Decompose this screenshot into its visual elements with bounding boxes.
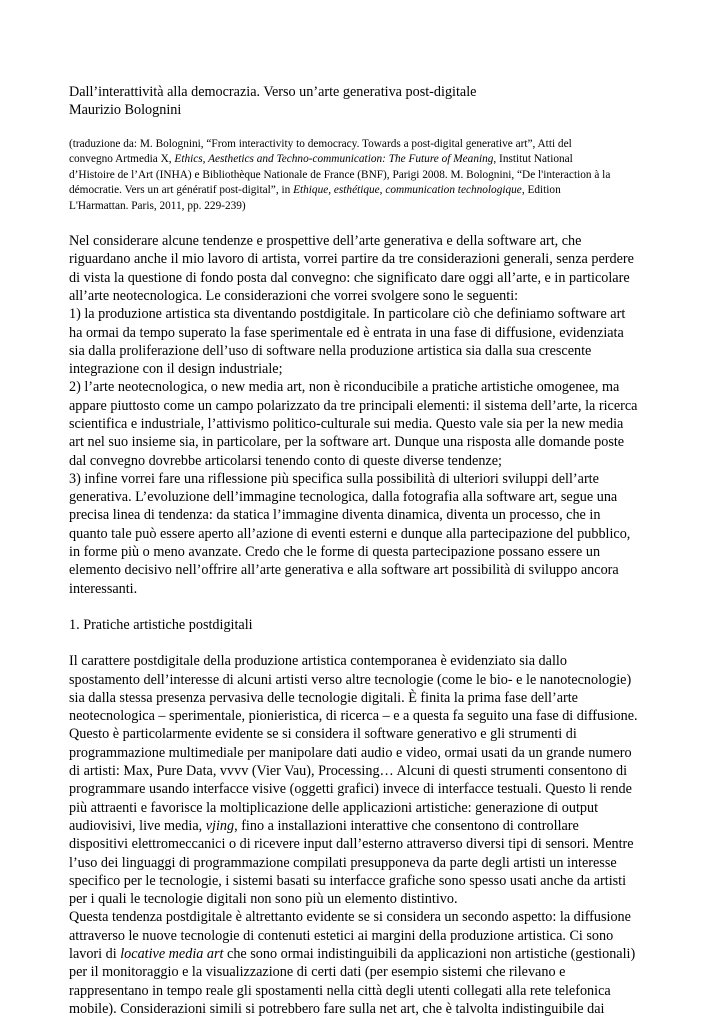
text-line [69, 854, 659, 872]
text-run: di vista la questione di fondo posta dal convegno: che significato dare oggi all’arte, e in particolare [69, 269, 630, 286]
italic-text: Ethique, esthétique, communication technologique [293, 184, 522, 197]
text-line [69, 799, 659, 817]
text-run: Questo è particolarmente evidente se si considera il software generativo e gli strumenti di [69, 726, 577, 743]
text-run: specifico per le tecnologie, i sistemi basati su interfacce grafiche sono spesso usati anche da artisti [69, 872, 627, 889]
text-line [69, 580, 659, 598]
text-line [69, 1000, 659, 1018]
text-line [69, 470, 659, 488]
text-run: riguardano anche il mio lavoro di artista, vorrei partire da tre considerazioni generali, senza perdere [69, 251, 634, 268]
text-line [69, 652, 659, 670]
text-run: in forme più o meno avanzate. Credo che le forme di questa partecipazione possano essere un [69, 544, 601, 561]
text-line [69, 506, 659, 524]
text-run: per i quali le tecnologie digitali non sono più un elemento distintivo. [69, 891, 458, 908]
text-line [69, 982, 659, 1000]
text-run: mobile). Considerazioni simili si potrebbero fare sulla net art, che è talvolta indistinguibile dai [69, 1000, 605, 1017]
text-run: (traduzione da: M. Bolognini, “From interactivity to democracy. Towards a post-digital generative art”, Atti del [69, 138, 572, 150]
text-run: dispositivi elettromeccanici o di ricevere input dall’esterno attraverso diversi tipi di sensori. Mentre [69, 836, 634, 853]
text-line [69, 525, 659, 543]
text-line [69, 927, 659, 945]
section-1-paragraph [69, 652, 659, 1018]
text-run: Il carattere postdigitale della produzione artistica contemporanea è evidenziato sia dallo [69, 653, 567, 670]
italic-text: Ethics, Aesthetics and Techno-communication: The Future of Meaning [174, 153, 494, 166]
text-line [69, 452, 659, 470]
text-run: sia dalla proliferazione dell’uso di software nella produzione artistica sia dalla sua crescente [69, 342, 592, 359]
text-run: 2) l’arte neotecnologica, o new media art, non è riconducibile a pratiche artistiche omogenee, ma [69, 379, 620, 396]
text-run: convegno Artmedia X, [69, 153, 175, 166]
text-line [69, 305, 659, 323]
text-line [69, 324, 659, 342]
text-line [69, 671, 659, 689]
text-line [69, 269, 659, 287]
text-line [69, 707, 659, 725]
text-run: quanto tale può essere aperto all’azione di eventi esterni e dunque alla partecipazione del pubblico, [69, 525, 631, 542]
text-run: più attraenti e favorisce la moltiplicazione delle applicazioni artistiche: generazione di output [69, 799, 599, 816]
text-line [69, 232, 659, 250]
text-run: programmazione multimediale per manipolare dati audio e video, ormai usati da un grande numero [69, 744, 632, 761]
text-line [69, 137, 659, 152]
document-page [69, 83, 659, 1018]
text-line [69, 780, 659, 798]
document-title: Dall’interattività alla democrazia. Verso un’arte generativa post-digitale [69, 84, 477, 100]
text-line [69, 725, 659, 743]
text-run: sia dalla stessa presenza pervasiva delle tecnologie digitali. È finita la prima fase dell’arte [69, 689, 578, 706]
text-run: che sono ormai indistinguibili da applicazioni non artistiche (gestionali) [223, 946, 636, 963]
text-run: elemento decisivo nell’offrire all’arte generativa e alla software art possibilità di sviluppo ancora [69, 562, 619, 579]
text-run: démocratie. Vers un art génératif post-digital”, in [69, 184, 294, 197]
text-line [69, 872, 659, 890]
text-run: all’arte neotecnologica. Le considerazioni che vorrei svolgere sono le seguenti: [69, 287, 519, 304]
text-line [69, 433, 659, 451]
text-line [69, 360, 659, 378]
italic-text: vjing [205, 817, 235, 834]
text-line [69, 908, 659, 926]
text-line [69, 342, 659, 360]
text-line [69, 689, 659, 707]
text-run: , fino a installazioni interattive che consentono di controllare [234, 817, 579, 834]
text-run: attraverso le nuove tecnologie di contenuti estetici ai margini della produzione artistica. Ci sono [69, 927, 614, 944]
text-line [69, 744, 659, 762]
text-line [69, 561, 659, 579]
text-line [69, 287, 659, 305]
text-run: interessanti. [69, 580, 138, 597]
text-run: programmare usando interfacce visive (oggetti grafici) invece di interfacce testuali. Questo li rende [69, 781, 632, 798]
text-line [69, 543, 659, 561]
text-run: Questa tendenza postdigitale è altrettanto evidente se si considera un secondo aspetto: la diffusione [69, 909, 631, 926]
text-run: di artisti: Max, Pure Data, vvvv (Vier Vau), Processing… Alcuni di questi strumenti consentono di [69, 763, 628, 780]
text-line [69, 152, 659, 167]
text-line [69, 397, 659, 415]
text-run: 3) infine vorrei fare una riflessione più specifica sulla possibilità di ulteriori sviluppi dell’arte [69, 470, 599, 487]
text-run: 1) la produzione artistica sta diventando postdigitale. In particolare ciò che definiamo software art [69, 306, 626, 323]
text-line [69, 415, 659, 433]
translation-note [69, 137, 659, 214]
text-line [69, 835, 659, 853]
text-run: d’Histoire de l’Art (INHA) e Bibliothèque Nationale de France (BNF), Parigi 2008. M. Bolognini, “De l'interaction à la [69, 168, 611, 181]
text-run: rappresentano in tempo reale gli spostamenti nella città degli utenti collegati alla rete telefonica [69, 982, 611, 999]
text-run: audiovisivi, live media, [69, 817, 206, 834]
document-header [69, 83, 659, 119]
intro-paragraph [69, 232, 659, 598]
text-run: appare piuttosto come un campo polarizzato da tre principali elementi: il sistema dell’arte, la ricerca [69, 397, 638, 414]
text-run: spostamento dell’interesse di alcuni artisti verso altre tecnologie (come le bio- e le nanotecnologie) [69, 671, 632, 688]
text-run: l’uso dei linguaggi di programmazione compilati presupponeva da parte degli artisti un interesse [69, 854, 617, 871]
text-line [69, 963, 659, 981]
text-run: Nel considerare alcune tendenze e prospettive dell’arte generativa e della software art, che [69, 233, 582, 250]
text-run: generativa. L’evoluzione dell’immagine tecnologica, dalla fotografia alla software art, segue una [69, 489, 618, 506]
text-run: art nel suo insieme sia, in particolare, per la software art. Dunque una risposta alle domande poste [69, 434, 625, 451]
text-line [69, 250, 659, 268]
text-run: precisa linea di tendenza: da statica l’immagine diventa dinamica, diventa un processo, che in [69, 507, 601, 524]
section-heading: 1. Pratiche artistiche postdigitali [69, 616, 253, 633]
text-line [69, 378, 659, 396]
text-line [69, 817, 659, 835]
text-run: , Institut National [493, 153, 573, 166]
text-line [69, 488, 659, 506]
text-run: integrazione con il design industriale; [69, 361, 283, 378]
italic-text: locative media art [120, 946, 224, 963]
text-line [69, 183, 659, 198]
text-line [69, 762, 659, 780]
text-line [69, 945, 659, 963]
text-run: per il monitoraggio e la visualizzazione di certi dati (per esempio sistemi che rilevano e [69, 964, 566, 981]
text-run: neotecnologica – sperimentale, pionieristica, di ricerca – e a questa fa seguito una fase di diffusione. [69, 708, 638, 725]
document-author: Maurizio Bolognini [69, 102, 182, 118]
text-line [69, 890, 659, 908]
text-line [69, 199, 659, 214]
text-run: ha ormai da tempo superato la fase sperimentale ed è entrata in una fase di diffusione, evidenziata [69, 324, 624, 341]
text-run: , Edition [521, 184, 561, 197]
text-line [69, 168, 659, 183]
text-run: lavori di [69, 946, 121, 963]
text-run: scientifica e industriale, l’attivismo politico-culturale sui media. Questo vale sia per la new media [69, 416, 624, 432]
text-run: L'Harmattan. Paris, 2011, pp. 229-239) [69, 199, 246, 212]
text-run: dal convegno dovrebbe articolarsi tenendo conto di queste diverse tendenze; [69, 452, 502, 469]
